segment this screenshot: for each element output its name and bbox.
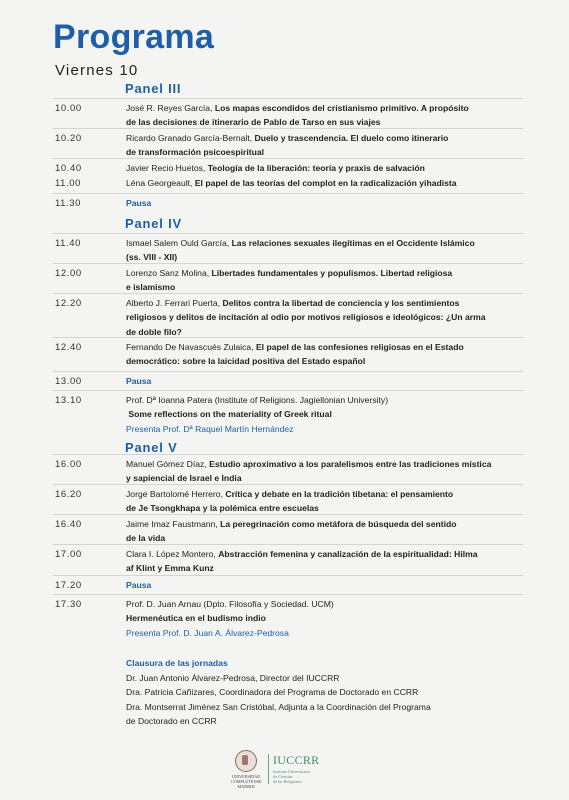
session-time: 16.00 (55, 459, 82, 470)
presenter: Presenta Prof. Dª Raquel Martín Hernández (126, 423, 294, 434)
closing-line: Dra. Montserrat Jiménez San Cristóbal, Adjunta a la Coordinación del Programa (126, 701, 431, 712)
panel-heading: Panel III (125, 81, 182, 96)
pause-label: Pausa (126, 376, 152, 386)
session-time: 13.00 (55, 376, 82, 387)
session-time: 16.40 (55, 519, 82, 530)
speaker: Jorge Bartolomé Herrero, (126, 489, 226, 499)
session-time: 17.20 (55, 580, 82, 591)
logo-divider (268, 754, 269, 784)
talk-title: La peregrinación como metáfora de búsqueda del sentido (220, 519, 457, 529)
talk-title-cont: religiosos y delitos de incitación al odio por motivos religiosos e ideológicos: ¿Un arma (126, 312, 486, 323)
divider (53, 390, 523, 391)
session-time: 12.20 (55, 298, 82, 309)
divider (53, 193, 523, 194)
session-text (126, 597, 523, 640)
speaker: Clara I. López Montero, (126, 549, 219, 559)
speaker: Ricardo Granado García-Bernalt, (126, 133, 255, 143)
session-time: 10.20 (55, 133, 82, 144)
session-text (126, 176, 523, 190)
iuccrr-name: IUCCRR (273, 753, 320, 767)
talk-title: Crítica y debate en la tradición tibetana: el pensamiento (225, 489, 454, 499)
talk-title: Delitos contra la libertad de conciencia y los sentimientos (222, 298, 460, 308)
divider (53, 233, 523, 234)
session-text (126, 161, 523, 175)
iuccrr-subtitle: Instituto Universitario de Ciencias de las Religiones (273, 769, 311, 784)
talk-title: Duelo y trascendencia. El duelo como itinerario (254, 133, 449, 143)
session-text (126, 457, 523, 486)
divider (53, 514, 523, 515)
session-time: 12.00 (55, 268, 82, 279)
session-text (126, 487, 523, 516)
talk-title-cont: af Klint y Emma Kunz (126, 563, 214, 574)
closing-heading: Clausura de las jornadas (126, 658, 228, 668)
session-time: 11.00 (55, 178, 82, 189)
session-text (126, 393, 523, 436)
footer-logos (0, 748, 569, 792)
divider (53, 575, 523, 576)
closing-section (126, 656, 526, 729)
session-time: 10.40 (55, 163, 82, 174)
speaker: Javier Recio Huetos, (126, 163, 208, 173)
session-time: 16.20 (55, 489, 82, 500)
ucm-logo-text: UNIVERSIDAD COMPLUTENSE MADRID (231, 774, 262, 789)
session-time: 17.00 (55, 549, 82, 560)
speaker: José R. Reyes García, (126, 103, 215, 113)
talk-title-cont: e islamismo (126, 282, 176, 293)
session-time: 10.00 (55, 103, 82, 114)
speaker: Alberto J. Ferrari Puerta, (126, 298, 223, 308)
divider (53, 371, 523, 372)
session-text (126, 340, 523, 369)
panel-heading: Panel V (125, 440, 178, 455)
session-time: 12.40 (55, 342, 82, 353)
session-time: 17.30 (55, 599, 82, 610)
presenter: Presenta Prof. D. Juan A. Álvarez-Pedrosa (126, 627, 289, 638)
divider (53, 337, 523, 338)
speaker: Lorenzo Sanz Molina, (126, 268, 212, 278)
divider (53, 263, 523, 264)
talk-title: Teología de la liberación: teoría y praxis de salvación (207, 163, 425, 173)
university-seal-icon (235, 750, 257, 772)
talk-title: Some reflections on the materiality of Greek ritual (126, 409, 332, 420)
ucm-logo (231, 750, 261, 789)
talk-title-cont: y sapiencial de Israel e India (126, 473, 242, 484)
session-text (126, 131, 523, 160)
closing-line: Dra. Patricia Cañizares, Coordinadora del Programa de Doctorado en CCRR (126, 687, 419, 698)
day-label: Viernes 10 (55, 62, 139, 79)
divider (53, 544, 523, 545)
session-text (126, 101, 523, 130)
session-text (126, 296, 523, 339)
talk-title: Abstracción femenina y canalización de la espiritualidad: Hilma (218, 549, 478, 559)
divider (53, 158, 523, 159)
talk-title-cont: de la vida (126, 533, 166, 544)
page-title: Programa (53, 18, 215, 56)
talk-title-cont: de las decisiones de itinerario de Pablo de Tarso en sus viajes (126, 117, 381, 128)
talk-title: Los mapas escondidos del cristianismo primitivo. A propósito (214, 103, 469, 113)
speaker: Prof. D. Juan Arnau (Dpto. Filosofía y Sociedad. UCM) (126, 599, 334, 609)
speaker: Fernando De Navascués Zulaica, (126, 342, 256, 352)
talk-title: El papel de las teorías del complot en la radicalización yihadista (194, 178, 457, 188)
speaker: Jaime Imaz Faustmann, (126, 519, 221, 529)
session-time: 13.10 (55, 395, 82, 406)
talk-title-cont: de transformación psicoespiritual (126, 147, 265, 158)
talk-title: Estudio aproximativo a los paralelismos entre las tradiciones mística (209, 459, 492, 469)
pause-label: Pausa (126, 580, 152, 590)
divider (53, 454, 523, 455)
talk-title: Libertades fundamentales y populismos. Libertad religiosa (211, 268, 453, 278)
talk-title-cont: democrático: sobre la laicidad positiva del Estado español (126, 356, 366, 367)
session-text (126, 266, 523, 295)
divider (53, 594, 523, 595)
speaker: Prof. Dª Ioanna Patera (Institute of Religions. Jagiellonian University) (126, 395, 389, 405)
divider (53, 293, 523, 294)
speaker: Manuel Gómez Díaz, (126, 459, 210, 469)
session-time: 11.30 (55, 198, 82, 209)
closing-line: Dr. Juan Antonio Álvarez-Pedrosa, Director del IUCCRR (126, 672, 340, 683)
talk-title: Hermenéutica en el budismo indio (126, 613, 266, 624)
talk-title: Las relaciones sexuales ilegítimas en el Occidente Islámico (231, 238, 475, 248)
talk-title-cont: de Je Tsongkhapa y la polémica entre escuelas (126, 503, 319, 514)
speaker: Léna Georgeault, (126, 178, 195, 188)
talk-title-cont: (ss. VIII - XII) (126, 252, 178, 263)
divider (53, 128, 523, 129)
divider (53, 484, 523, 485)
talk-title-cont: de doble filo? (126, 326, 182, 337)
pause-label: Pausa (126, 198, 152, 208)
speaker: Ismael Salem Ould García, (126, 238, 232, 248)
session-text (126, 517, 523, 546)
session-text (126, 236, 523, 265)
divider (53, 98, 523, 99)
session-time: 11.40 (55, 238, 82, 249)
panel-heading: Panel IV (125, 216, 182, 231)
closing-line: de Doctorado en CCRR (126, 716, 217, 727)
session-text (126, 547, 523, 576)
talk-title: El papel de las confesiones religiosas en el Estado (255, 342, 464, 352)
